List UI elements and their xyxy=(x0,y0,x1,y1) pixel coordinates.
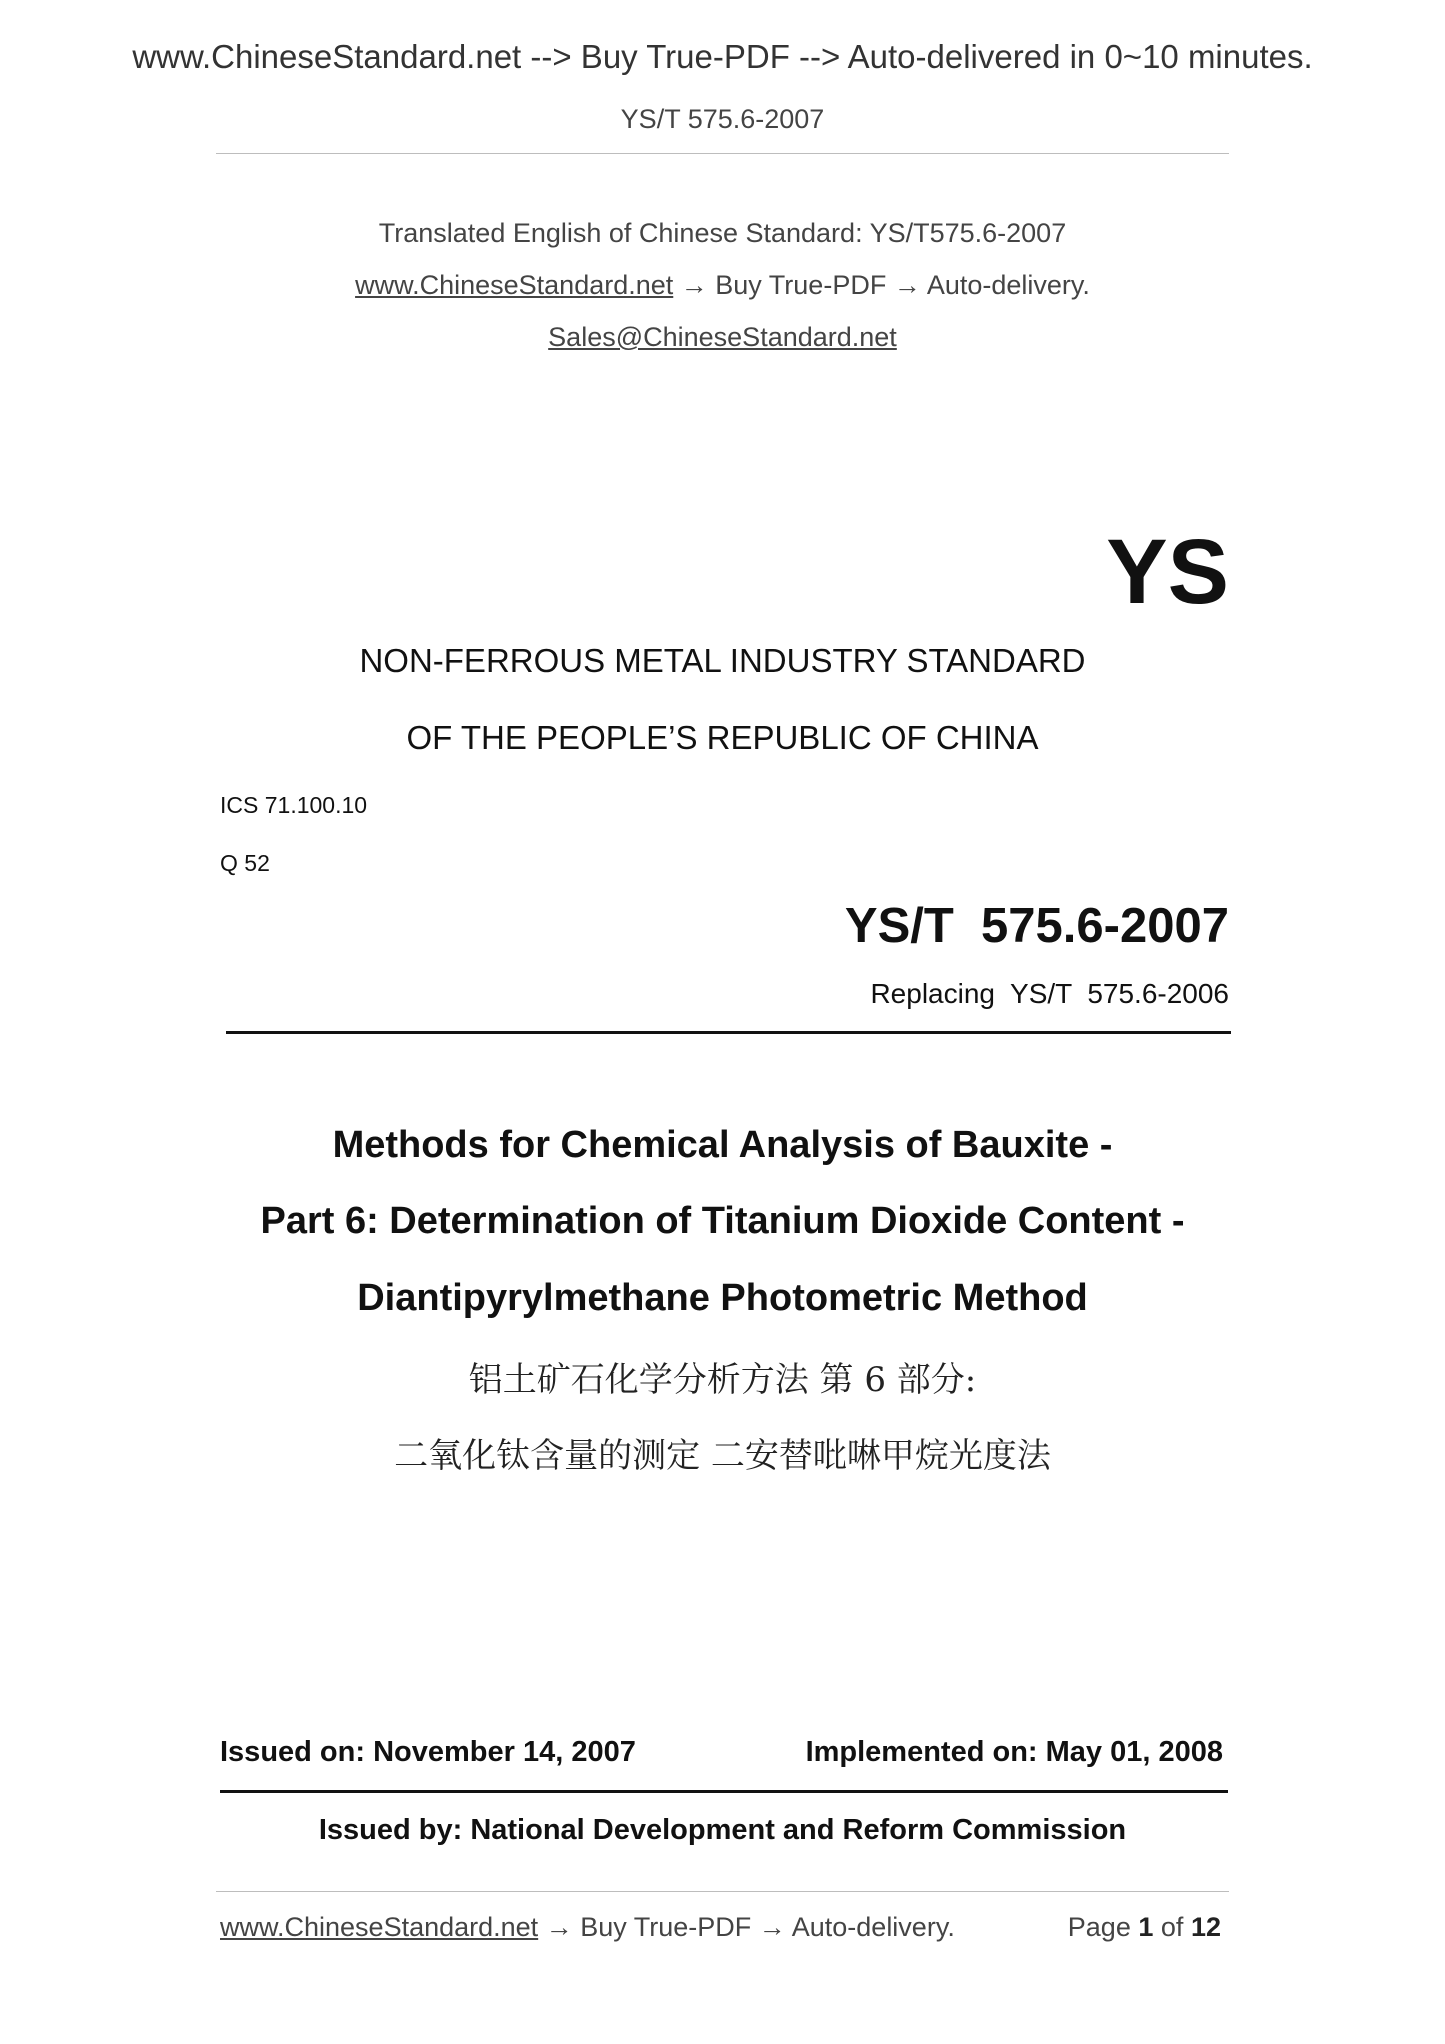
title-line3: Diantipyrylmethane Photometric Method xyxy=(357,1277,1088,1319)
page-total: 12 xyxy=(1190,1912,1221,1942)
top-banner: www.ChineseStandard.net --> Buy True-PDF --> Auto-delivered in 0~10 minutes. xyxy=(132,38,1313,75)
page-label: Page xyxy=(1067,1912,1131,1942)
replacing-note: Replacing YS/T 575.6-2006 xyxy=(870,978,1229,1009)
title-line1: Methods for Chemical Analysis of Bauxite - xyxy=(332,1124,1113,1166)
issued-date: Issued on: November 14, 2007 xyxy=(220,1736,636,1768)
footer-site-suffix: → Buy True-PDF → Auto-delivery. xyxy=(538,1912,955,1942)
header-divider xyxy=(216,153,1229,154)
email-link[interactable]: Sales@ChineseStandard.net xyxy=(548,322,897,352)
footer-link-line xyxy=(220,1912,955,1943)
standard-heading-line2: OF THE PEOPLE’S REPUBLIC OF CHINA xyxy=(406,719,1039,756)
of-label: of xyxy=(1160,1912,1184,1942)
dates-divider xyxy=(220,1790,1228,1793)
footer-site-link[interactable]: www.ChineseStandard.net xyxy=(220,1912,539,1942)
chinese-title-line2: 二氧化钛含量的测定 二安替吡啉甲烷光度法 xyxy=(394,1436,1051,1476)
page-number: 1 xyxy=(1138,1912,1154,1942)
standard-heading-line1: NON-FERROUS METAL INDUSTRY STANDARD xyxy=(359,642,1086,679)
translated-notice: Translated English of Chinese Standard: YS/T575.6-2007 xyxy=(378,218,1067,248)
issuer: Issued by: National Development and Reform Commission xyxy=(318,1814,1127,1846)
page-counter xyxy=(1068,1912,1221,1943)
ics-code: ICS 71.100.10 xyxy=(220,792,368,818)
header-standard-code: YS/T 575.6-2007 xyxy=(620,104,825,134)
title-line2: Part 6: Determination of Titanium Dioxide Content - xyxy=(260,1200,1185,1242)
email-line xyxy=(0,322,1445,353)
implemented-date: Implemented on: May 01, 2008 xyxy=(805,1736,1223,1768)
document-code: YS/T 575.6-2007 xyxy=(844,899,1229,953)
chinese-title-line1: 铝土矿石化学分析方法 第 6 部分: xyxy=(468,1360,977,1400)
footer-divider xyxy=(216,1891,1229,1892)
title-divider xyxy=(226,1031,1231,1034)
ys-mark: YS xyxy=(1106,521,1229,623)
classification-code: Q 52 xyxy=(220,850,270,876)
intro-link-line xyxy=(0,270,1445,301)
intro-site-suffix: → Buy True-PDF → Auto-delivery. xyxy=(673,270,1090,300)
intro-site-link[interactable]: www.ChineseStandard.net xyxy=(355,270,674,300)
